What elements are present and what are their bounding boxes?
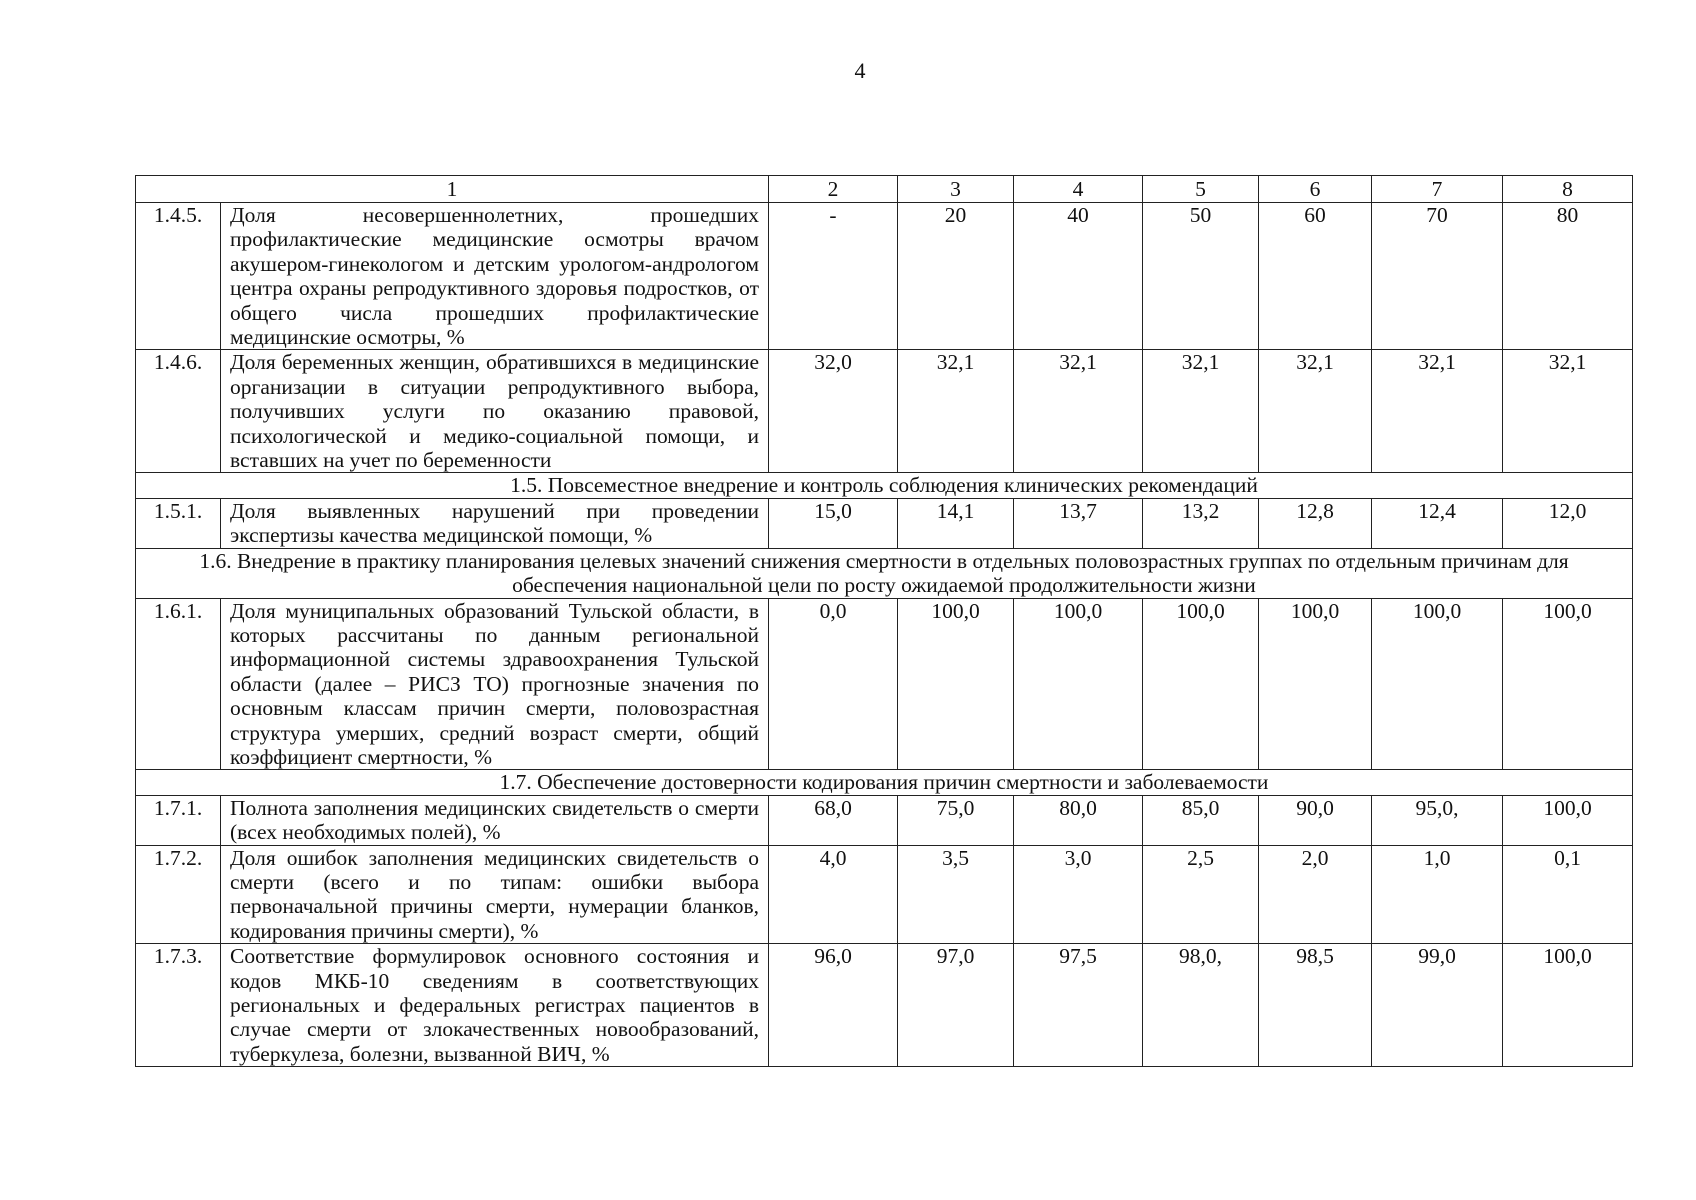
indicator-value: 12,8 [1259,498,1372,548]
table-row [136,598,1633,770]
indicator-value: 12,0 [1503,498,1633,548]
section-title: 1.5. Повсеместное внедрение и контроль соблюдения клинических рекомендаций [136,473,1633,498]
row-number: 1.4.6. [136,350,221,473]
indicator-value: 32,0 [769,350,898,473]
column-header: 1 [136,176,769,203]
indicator-value: 0,0 [769,598,898,770]
table-row [136,350,1633,473]
indicator-value: - [769,203,898,350]
indicator-value: 2,0 [1259,845,1372,944]
indicator-value: 32,1 [1014,350,1143,473]
indicator-value: 97,0 [898,944,1014,1067]
section-row [136,770,1633,795]
indicator-value: 80,0 [1014,795,1143,845]
column-header: 8 [1503,176,1633,203]
indicator-description: Доля ошибок заполнения медицинских свидетельств о смерти (всего и по типам: ошибки выбора первоначальной причины смерти, нумерации бланков, кодирования причины смерти), % [221,845,769,944]
indicator-value: 100,0 [1143,598,1259,770]
indicator-value: 98,5 [1259,944,1372,1067]
indicator-value: 12,4 [1372,498,1503,548]
table-row [136,203,1633,350]
indicator-value: 99,0 [1372,944,1503,1067]
header-row [136,176,1633,203]
section-title: 1.7. Обеспечение достоверности кодирования причин смертности и заболеваемости [136,770,1633,795]
indicator-value: 32,1 [1259,350,1372,473]
column-header: 4 [1014,176,1143,203]
indicator-value: 32,1 [1503,350,1633,473]
indicator-value: 14,1 [898,498,1014,548]
row-number: 1.6.1. [136,598,221,770]
row-number: 1.7.1. [136,795,221,845]
indicator-value: 85,0 [1143,795,1259,845]
indicator-description: Доля беременных женщин, обратившихся в медицинские организации в ситуации репродуктивного выбора, получивших услуги по оказанию правовой, психологической и медико-социальной помощи, и вставших на учет по беременности [221,350,769,473]
indicator-description: Доля выявленных нарушений при проведении экспертизы качества медицинской помощи, % [221,498,769,548]
indicator-value: 20 [898,203,1014,350]
column-header: 6 [1259,176,1372,203]
row-number: 1.7.3. [136,944,221,1067]
indicator-value: 97,5 [1014,944,1143,1067]
indicator-value: 15,0 [769,498,898,548]
indicator-description: Доля несовершеннолетних, прошедших профилактические медицинские осмотры врачом акушером-гинекологом и детским урологом-андрологом центра охраны репродуктивного здоровья подростков, от общего числа прошедших профилактические медицинские осмотры, % [221,203,769,350]
indicator-value: 100,0 [898,598,1014,770]
indicator-value: 100,0 [1503,944,1633,1067]
section-row [136,473,1633,498]
indicator-description: Соответствие формулировок основного состояния и кодов МКБ-10 сведениям в соответствующих региональных и федеральных регистрах пациентов в случае смерти от злокачественных новообразований, туберкулеза, болезни, вызванной ВИЧ, % [221,944,769,1067]
indicator-value: 75,0 [898,795,1014,845]
indicator-value: 13,2 [1143,498,1259,548]
indicator-value: 13,7 [1014,498,1143,548]
indicator-value: 100,0 [1014,598,1143,770]
indicator-value: 100,0 [1259,598,1372,770]
section-row [136,548,1633,598]
indicator-description: Полнота заполнения медицинских свидетельств о смерти (всех необходимых полей), % [221,795,769,845]
table-row [136,795,1633,845]
indicator-description: Доля муниципальных образований Тульской области, в которых рассчитаны по данным региональной информационной системы здравоохранения Тульской области (далее – РИСЗ ТО) прогнозные значения по основным классам причин смерти, половозрастная структура умерших, средний возраст смерти, общий коэффициент смертности, % [221,598,769,770]
row-number: 1.7.2. [136,845,221,944]
row-number: 1.5.1. [136,498,221,548]
column-header: 3 [898,176,1014,203]
indicator-value: 32,1 [1143,350,1259,473]
indicator-value: 100,0 [1503,795,1633,845]
indicators-table [135,175,1633,1067]
table-row [136,498,1633,548]
indicator-value: 90,0 [1259,795,1372,845]
indicator-value: 2,5 [1143,845,1259,944]
indicator-value: 32,1 [1372,350,1503,473]
page-number: 4 [854,58,866,83]
indicator-value: 3,0 [1014,845,1143,944]
indicator-value: 68,0 [769,795,898,845]
indicator-value: 100,0 [1372,598,1503,770]
indicator-value: 98,0, [1143,944,1259,1067]
indicator-value: 80 [1503,203,1633,350]
table-row [136,944,1633,1067]
column-header: 5 [1143,176,1259,203]
indicator-value: 0,1 [1503,845,1633,944]
column-header: 7 [1372,176,1503,203]
indicator-value: 70 [1372,203,1503,350]
table-row [136,845,1633,944]
indicator-value: 100,0 [1503,598,1633,770]
indicator-value: 1,0 [1372,845,1503,944]
row-number: 1.4.5. [136,203,221,350]
indicator-value: 32,1 [898,350,1014,473]
indicator-value: 60 [1259,203,1372,350]
indicator-value: 3,5 [898,845,1014,944]
column-header: 2 [769,176,898,203]
indicator-value: 96,0 [769,944,898,1067]
indicator-value: 50 [1143,203,1259,350]
indicator-value: 95,0, [1372,795,1503,845]
section-title: 1.6. Внедрение в практику планирования целевых значений снижения смертности в отдельных половозрастных группах по отдельным причинам для обеспечения национальной цели по росту ожидаемой продолжительности жизни [136,548,1633,598]
indicator-value: 4,0 [769,845,898,944]
indicator-value: 40 [1014,203,1143,350]
